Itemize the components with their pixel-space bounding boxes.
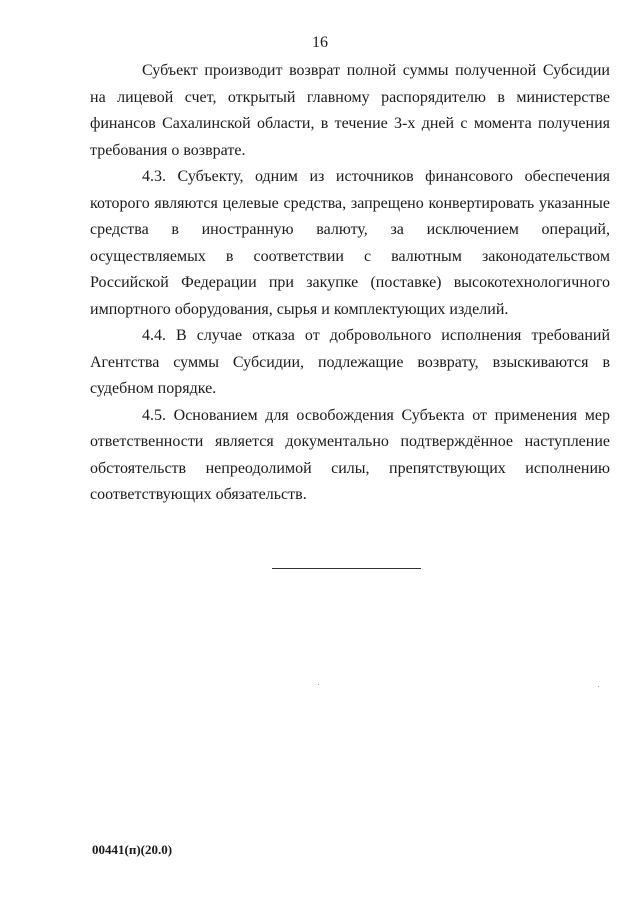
paragraph-4-4: 4.4. В случае отказа от добровольного исполнения требований Агентства суммы Субсидии, подлежащие возврату, взыскиваются в судебном порядке. — [90, 327, 610, 397]
page-number: 16 — [312, 34, 328, 51]
scan-speck — [318, 684, 319, 685]
paragraph-4-5: 4.5. Основанием для освобождения Субъекта от применения мер ответственности является документально подтверждённое наступление обстоятельств непреодолимой силы, препятствующих исполнению соответствующих обязательств. — [90, 406, 610, 503]
scan-speck — [598, 686, 599, 687]
paragraph-subsidy-return: Субъект производит возврат полной суммы полученной Субсидии на лицевой счет, открытый главному распорядителю в министерстве финансов Сахалинской области, в течение 3-х дней с момента получения требования о возврате. — [90, 62, 610, 159]
document-body — [90, 58, 610, 509]
document-code: 00441(п)(20.0) — [92, 842, 173, 857]
end-separator-line — [272, 568, 421, 569]
paragraph-4-3: 4.3. Субъекту, одним из источников финансового обеспечения которого являются целевые средства, запрещено конвертировать указанные средства в иностранную валюту, за исключением операций, осуществляемых в соответствии с валютным законодательством Российской Федерации при закупке (поставке) высокотехнологичного импортного оборудования, сырья и комплектующих изделий. — [90, 168, 610, 318]
